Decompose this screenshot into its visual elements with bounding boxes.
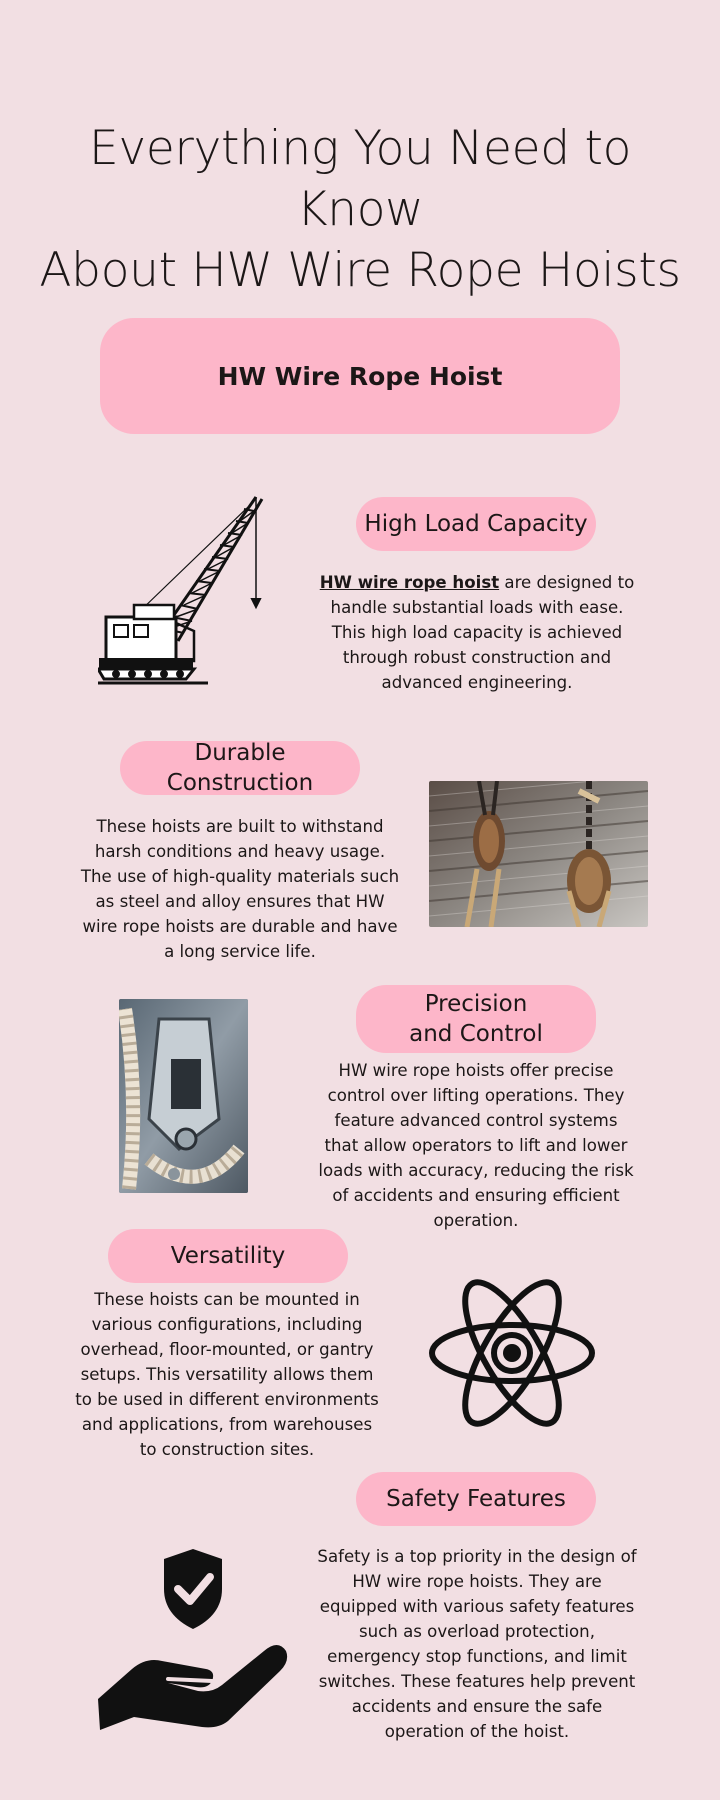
hero-label: HW Wire Rope Hoist [217, 361, 503, 391]
section-text-content: These hoists are built to withstand harsh conditions and heavy usage. The use of high-quality materials such as steel and alloy ensures that HW wire rope hoists are durable and have a long service life. [80, 817, 400, 961]
section-heading-text: Versatility [170, 1243, 286, 1269]
section-heading-text: High Load Capacity [364, 511, 588, 537]
section-text-durable-construction [80, 814, 400, 964]
pulley-photo [429, 781, 648, 927]
page-title-line-1: Everything You Need to Know [88, 121, 632, 237]
section-heading-precision-and-control [356, 985, 596, 1053]
section-heading-high-load-capacity [356, 497, 596, 551]
shield-hand-icon [98, 1545, 288, 1730]
section-text-versatility [72, 1287, 382, 1462]
section-heading-safety-features [356, 1472, 596, 1526]
rope-shackle-photo [119, 999, 248, 1193]
hw-wire-rope-hoist-link[interactable]: HW wire rope hoist [319, 573, 500, 592]
section-heading-text: Safety Features [386, 1486, 566, 1512]
crane-icon [98, 493, 270, 685]
section-heading-durable-construction [120, 741, 360, 795]
page-title-line-2: About HW Wire Rope Hoists [39, 243, 681, 298]
atom-icon [428, 1278, 596, 1428]
section-text-content: HW wire rope hoists offer precise control over lifting operations. They feature advanced control systems that allow operators to lift and lower loads with accuracy, reducing the risk of accidents and ensuring efficient operation. [318, 1061, 634, 1230]
section-text-content: Safety is a top priority in the design of HW wire rope hoists. They are equipped with various safety features such as overload protection, emergency stop functions, and limit switches. These features help prevent accidents and ensure the safe operation of the hoist. [317, 1547, 637, 1741]
section-text-content: are designed to handle substantial loads with ease. This high load capacity is achieved through robust construction and advanced engineering. [330, 573, 635, 692]
section-text-content: These hoists can be mounted in various configurations, including overhead, floor-mounted, or gantry setups. This versatility allows them to be used in different environments and applications, from warehouses to construction sites. [75, 1290, 379, 1459]
section-heading-text: Precision and Control [409, 991, 543, 1047]
hero-banner [100, 318, 620, 434]
section-text-precision-and-control [316, 1058, 636, 1233]
section-heading-versatility [108, 1229, 348, 1283]
page-title [20, 118, 700, 301]
section-heading-text: Durable Construction [166, 740, 314, 796]
section-text-high-load-capacity [312, 570, 642, 695]
section-text-safety-features [312, 1544, 642, 1744]
